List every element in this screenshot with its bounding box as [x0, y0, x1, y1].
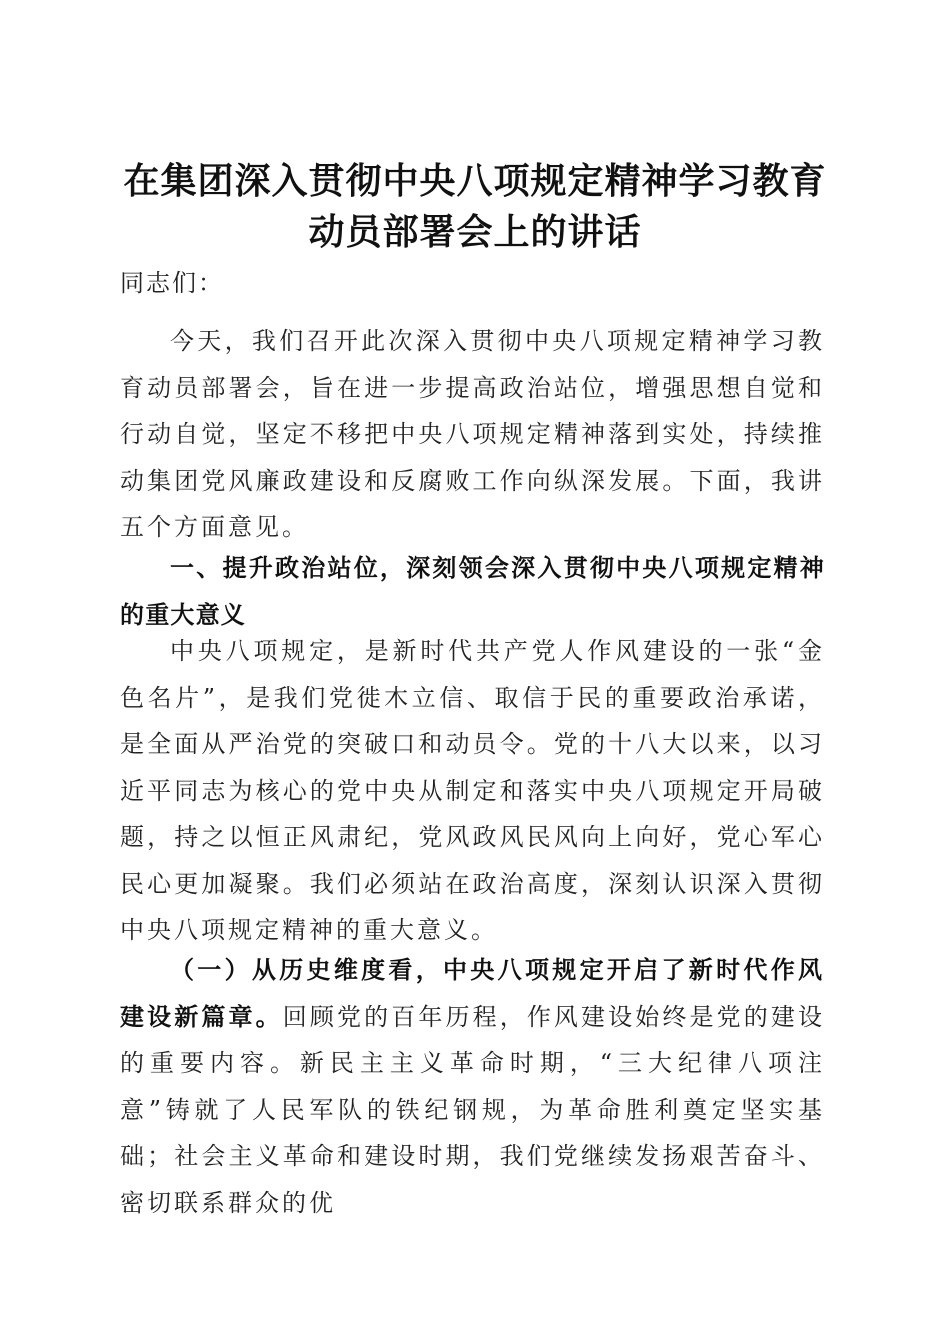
- document-title: 在集团深入贯彻中央八项规定精神学习教育动员部署会上的讲话: [123, 160, 827, 254]
- subsection-1-lead: （一）从历史维度看，中央八项规定开启了新时代作风建设新篇章。: [120, 955, 825, 1031]
- section-heading-1: 一、提升政治站位，深刻领会深入贯彻中央八项规定精神的重大意义: [120, 554, 825, 629]
- subsection-1-body: 回顾党的百年历程，作风建设始终是党的建设的重要内容。新民主主义革命时期，“三大纪律八项注意”铸就了人民军队的铁纪钢规，为革命胜利奠定坚实基础；社会主义革命和建设时期，我们党继续发扬艰苦奋斗、密切联系群众的优: [120, 1002, 826, 1217]
- subsection-1-paragraph: [120, 947, 825, 1226]
- salutation: 同志们：: [120, 269, 224, 297]
- section-1-paragraph: 中央八项规定，是新时代共产党人作风建设的一张“金色名片”，是我们党徙木立信、取信于民的重要政治承诺，是全面从严治党的突破口和动员令。党的十八大以来，以习近平同志为核心的党中央从制定和落实中央八项规定开局破题，持之以恒正风肃纪，党风政风民风向上向好，党心军心民心更加凝聚。我们必须站在政治高度，深刻认识深入贯彻中央八项规定精神的重大意义。: [120, 637, 825, 944]
- opening-paragraph: 今天，我们召开此次深入贯彻中央八项规定精神学习教育动员部署会，旨在进一步提高政治站位，增强思想自觉和行动自觉，坚定不移把中央八项规定精神落到实处，持续推动集团党风廉政建设和反腐败工作向纵深发展。下面，我讲五个方面意见。: [120, 327, 825, 541]
